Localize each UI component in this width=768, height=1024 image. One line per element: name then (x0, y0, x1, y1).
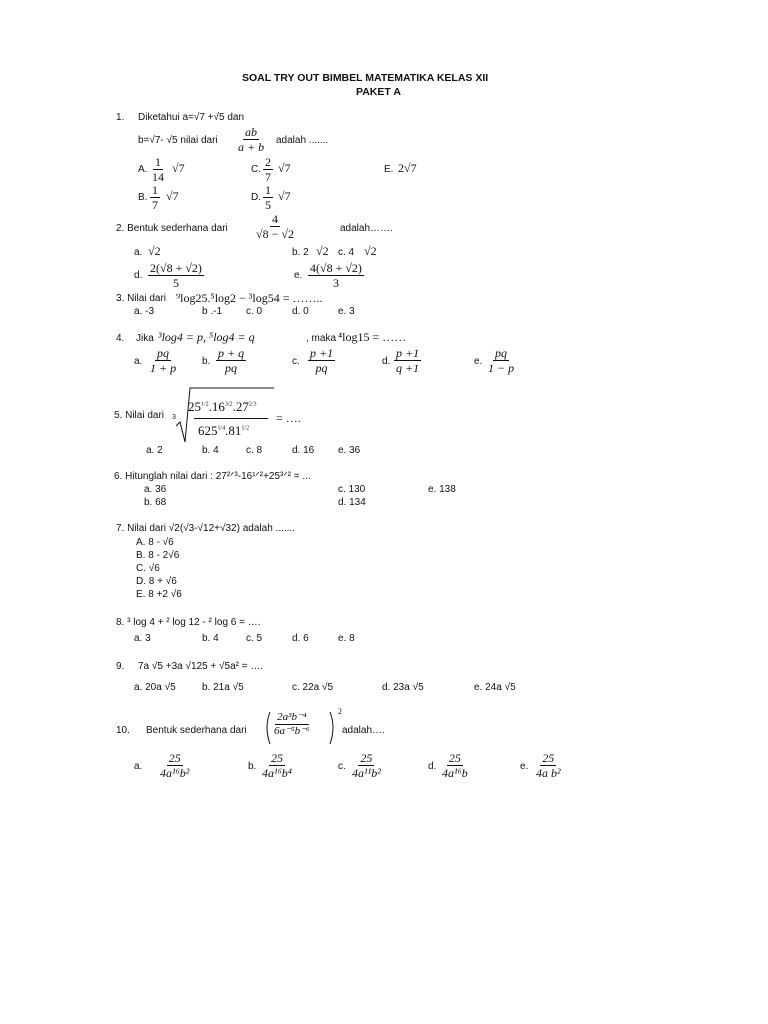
option: d. 0 (292, 306, 309, 317)
option-fraction: $\frac{25}{\text{4a¹⁶b⁴}}$ (262, 751, 292, 780)
option-root: √2 (316, 244, 329, 258)
option-label: e. (474, 356, 483, 367)
option-label: D. (251, 192, 261, 203)
option: d. 23a √5 (382, 682, 424, 693)
math-expression: ³log4 = p, ⁵log4 = q (158, 330, 255, 344)
option-fraction: $\frac{p +1}{pq}$ (310, 346, 334, 375)
option-label: c. 4 (338, 247, 355, 258)
question-text: = …. (276, 411, 301, 425)
option-root: √7 (278, 189, 291, 203)
option-fraction: $\frac{2}{7}$ (265, 155, 271, 184)
option-label: B. (138, 192, 148, 203)
option-fraction: $\frac{pq}{1 + p}$ (150, 346, 177, 375)
option-fraction: $\frac{pq}{1 - p}$ (488, 346, 515, 375)
option: a. -3 (134, 306, 155, 317)
question-text: Jika (136, 333, 154, 344)
question-number: 1. (116, 112, 125, 123)
option: c. 130 (338, 484, 366, 495)
option: a. 36 (144, 484, 167, 495)
option: B. 8 - 2√6 (136, 550, 180, 561)
question-text: 5. Nilai dari (114, 410, 165, 421)
fraction: $\frac{4}{√8 - √2}$ (256, 212, 294, 241)
exponent: 2 (338, 707, 342, 716)
question-text: 2. Bentuk sederhana dari (116, 223, 228, 234)
inner-fraction: $\frac{\text{2a³b⁻⁴}}{\text{6a⁻⁵b⁻⁶}}$ (274, 711, 310, 737)
root-index: 3 (172, 414, 176, 421)
option-label: A. (138, 164, 148, 175)
option-label: C. (251, 164, 261, 175)
option-fraction: $\frac{1}{7}$ (152, 183, 158, 212)
option: e. 3 (338, 306, 355, 317)
question-text: b=√7- √5 nilai dari (138, 135, 218, 146)
option: e. 24a √5 (474, 682, 516, 693)
option: e. 8 (338, 633, 355, 644)
option-fraction: $\frac{25}{\text{4a¹¹b²}}$ (352, 751, 381, 780)
math-expression: ⁴log15 = …… (338, 330, 407, 344)
option-fraction: $\frac{4(√8 + √2)}{3}$ (310, 261, 362, 290)
option-label: d. (134, 270, 143, 281)
option: c. 22a √5 (292, 682, 334, 693)
question-text: , maka (306, 333, 337, 344)
question-number: 10. (116, 725, 130, 736)
option: a. 20a √5 (134, 682, 176, 693)
option-label: e. (520, 761, 529, 772)
option: d. 6 (292, 633, 309, 644)
option: A. 8 - √6 (136, 537, 174, 548)
option-fraction: $\frac{1}{14}$ (152, 155, 164, 184)
option-label: b. (202, 356, 211, 367)
option-text: 2√7 (398, 161, 417, 175)
option: b. 21a √5 (202, 682, 244, 693)
option-fraction: $\frac{25}{\text{4a¹⁶b}}$ (442, 751, 468, 780)
option-fraction: $\frac{25}{\text{4a b²}}$ (536, 751, 561, 780)
option-label: d. (382, 356, 391, 367)
question-number: 4. (116, 333, 125, 344)
option-label: c. (338, 761, 346, 772)
option: b. 68 (144, 497, 167, 508)
option: d. 16 (292, 445, 315, 456)
option: b. 4 (202, 633, 219, 644)
option-label: b. 2 (292, 247, 309, 258)
page-subtitle: PAKET A (356, 86, 401, 98)
option: e. 138 (428, 484, 456, 495)
question-text: adalah……. (340, 223, 393, 234)
option: c. 5 (246, 633, 263, 644)
option: E. 8 +2 √6 (136, 589, 182, 600)
option-root: √7 (166, 189, 179, 203)
question-number: 9. (116, 661, 125, 672)
option: c. 0 (246, 306, 263, 317)
option: a. 3 (134, 633, 151, 644)
question-text: adalah…. (342, 725, 385, 736)
option: b. 4 (202, 445, 219, 456)
question-text: 7. Nilai dari √2(√3-√12+√32) adalah ....... (116, 523, 295, 534)
question-text: 8. ³ log 4 + ² log 12 - ² log 6 = …. (116, 617, 261, 628)
option: e. 36 (338, 445, 361, 456)
question-text: Diketahui a=√7 +√5 dan (138, 112, 245, 123)
page-title: SOAL TRY OUT BIMBEL MATEMATIKA KELAS XII (242, 72, 489, 84)
option-root: √2 (364, 244, 377, 258)
option-label: d. (428, 761, 437, 772)
fraction-bar (194, 418, 268, 419)
question-text: 3. Nilai dari (116, 293, 167, 304)
option-fraction: $\frac{25}{\text{4a¹⁶b²}}$ (160, 751, 190, 780)
option: c. 8 (246, 445, 263, 456)
option-fraction: $\frac{p +1}{q +1}$ (396, 346, 420, 375)
option: C. √6 (136, 563, 160, 574)
option: d. 134 (338, 497, 366, 508)
fraction: $\frac{ab}{a + b}$ (238, 125, 265, 154)
option: b .-1 (202, 306, 223, 317)
option-root: √7 (172, 161, 185, 175)
option-label: b. (248, 761, 257, 772)
option-label: a. (134, 247, 143, 258)
option-label: a. (134, 761, 143, 772)
root-numerator: $25^{1/2}.16^{3/2}.27^{2/3}$ (188, 399, 257, 414)
option-label: c. (292, 356, 300, 367)
math-expression: ⁹log25.⁵log2 − ³log54 = …….. (176, 291, 323, 305)
option-label: E. (384, 164, 394, 175)
question-text: 6. Hitunglah nilai dari : 27²ᐟ³-16¹ᐟ²+25³ᐟ² = ... (114, 471, 311, 482)
option: a. 2 (146, 445, 163, 456)
root-denominator: $625^{1/4}.81^{1/2}$ (198, 423, 250, 438)
option: D. 8 + √6 (136, 576, 177, 587)
option-label: a. (134, 356, 143, 367)
question-text: adalah ....... (276, 135, 329, 146)
question-text: Bentuk sederhana dari (146, 725, 247, 736)
option-fraction: $\frac{2(√8 + √2)}{5}$ (150, 261, 202, 290)
option-root: √2 (148, 244, 161, 258)
option-fraction: $\frac{p + q}{pq}$ (218, 346, 245, 375)
question-text: 7a √5 +3a √125 + √5a² = …. (138, 661, 264, 672)
option-root: √7 (278, 161, 291, 175)
option-label: e. (294, 270, 303, 281)
option-fraction: $\frac{1}{5}$ (265, 183, 271, 212)
